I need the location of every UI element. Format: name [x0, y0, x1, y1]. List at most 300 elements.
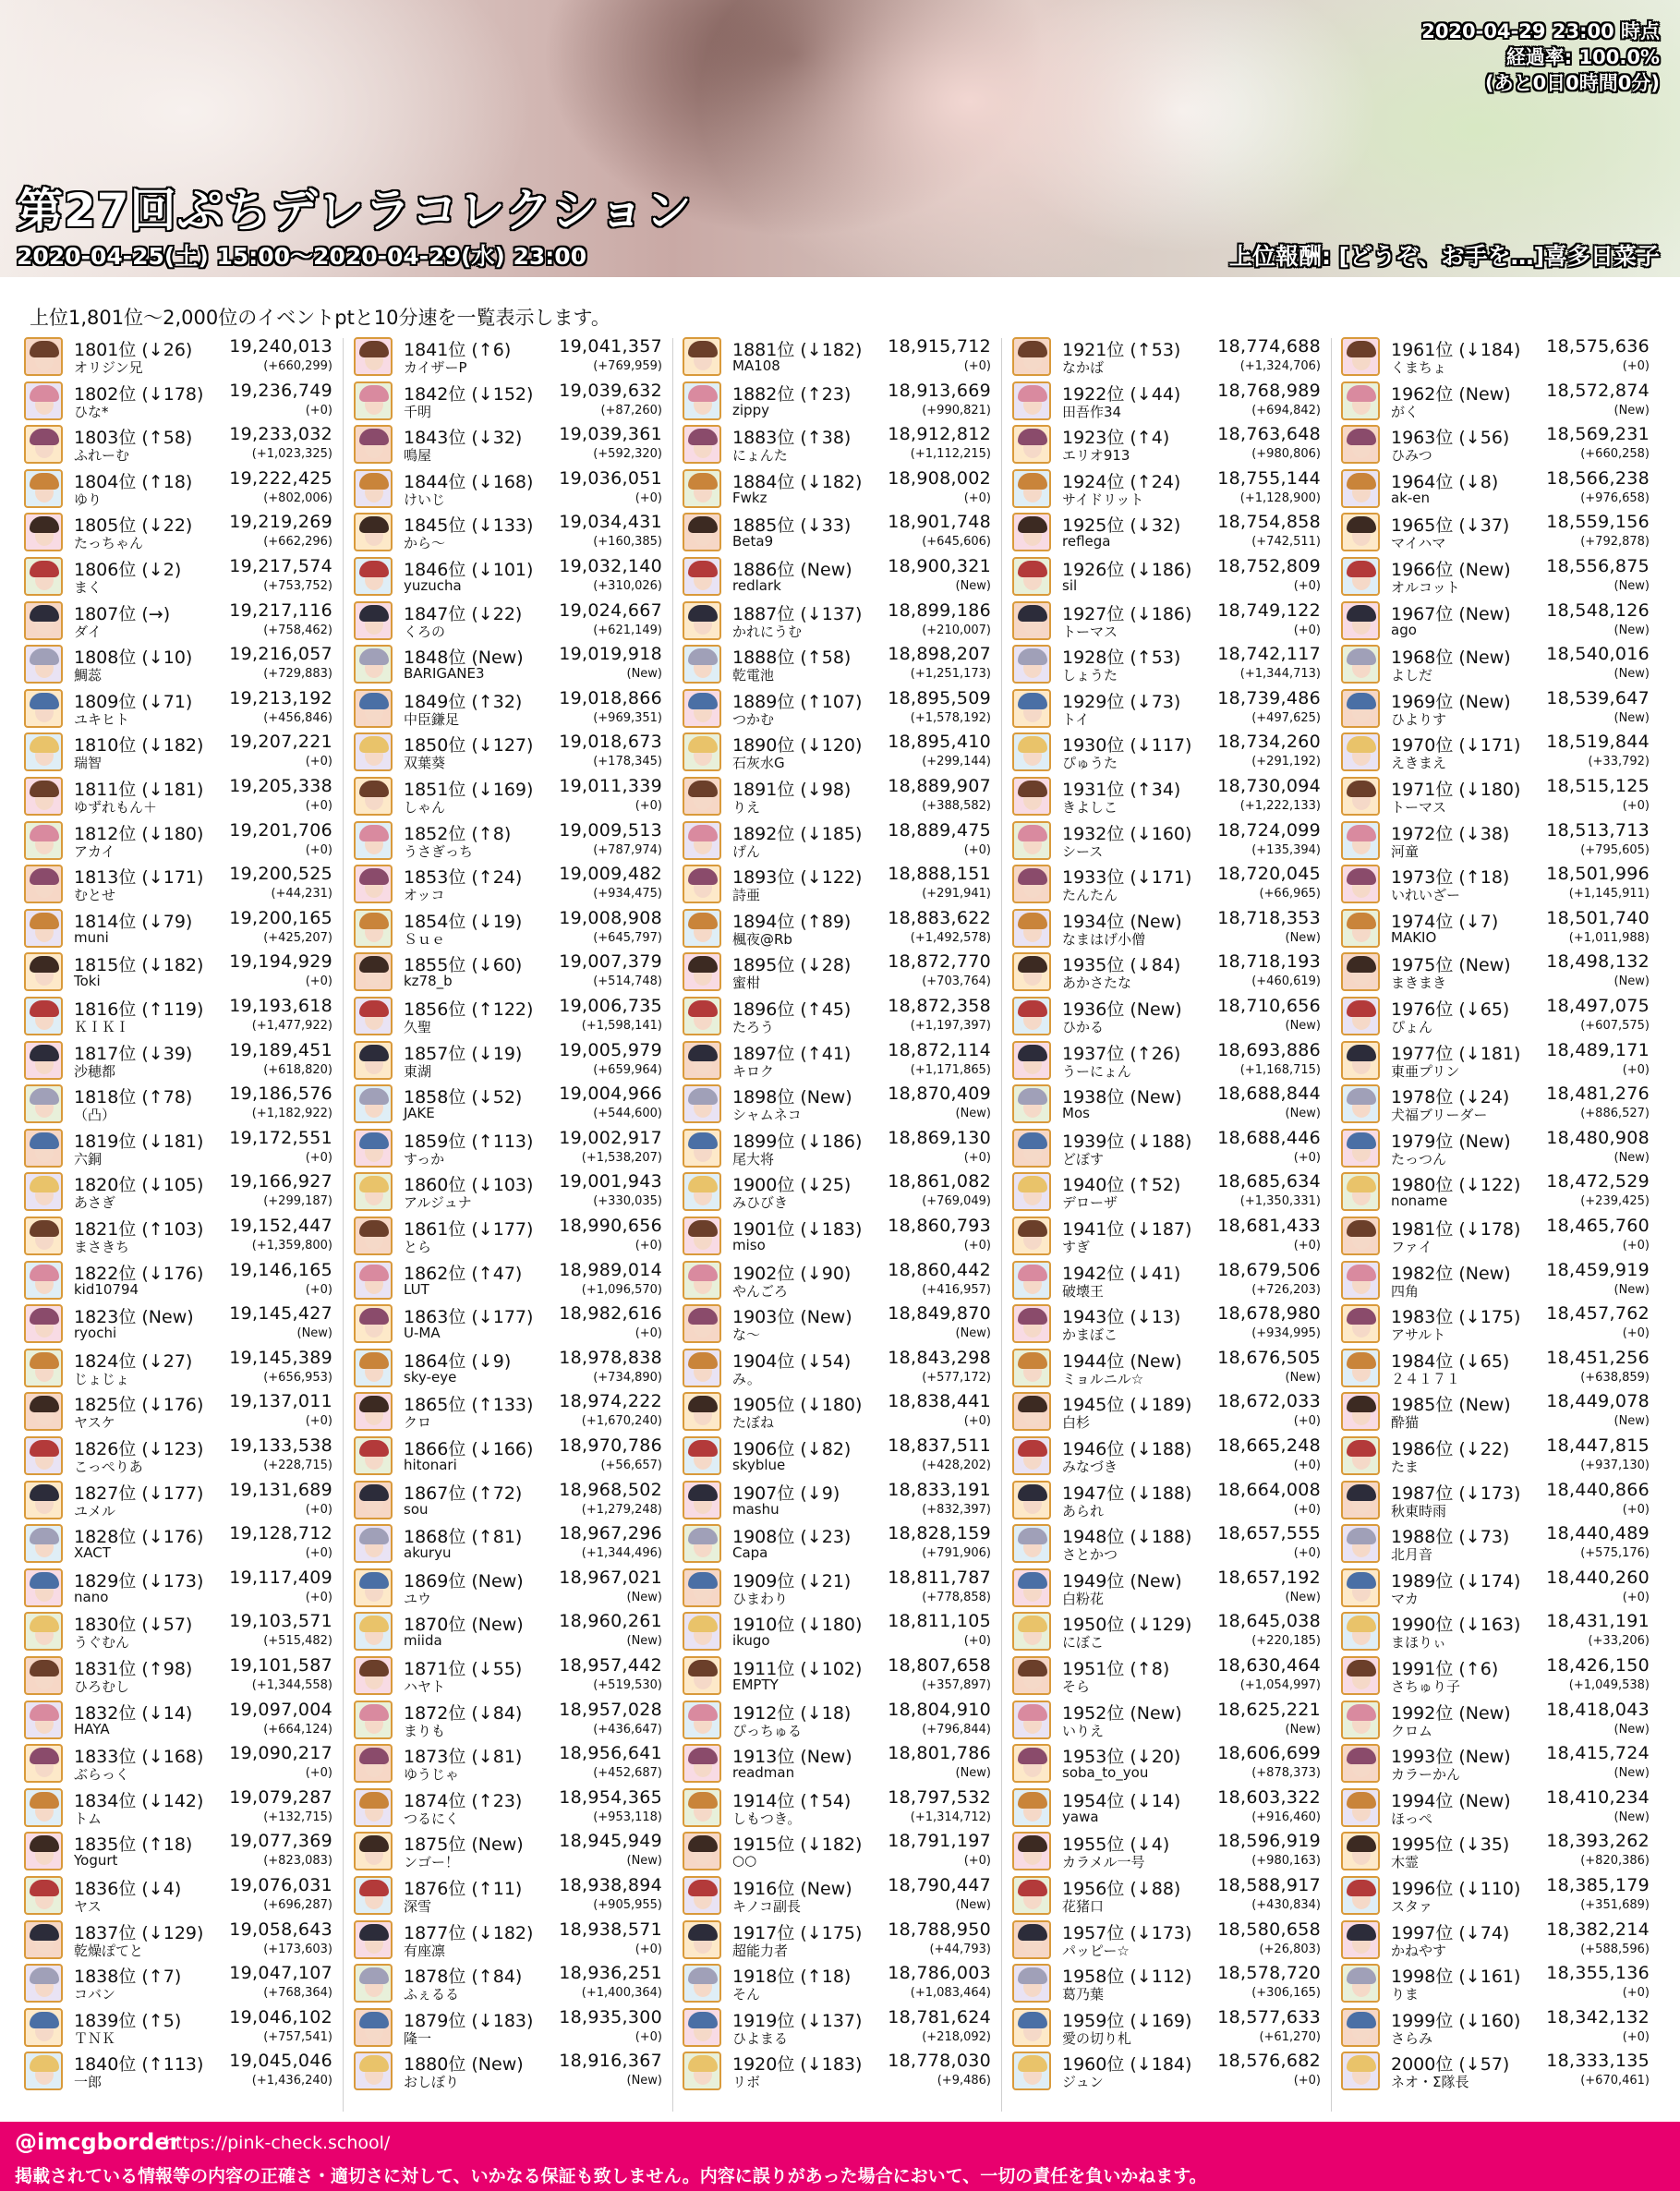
player-name: かまぼこ	[1062, 1326, 1118, 1344]
event-points: 18,501,996	[1546, 864, 1650, 885]
ranking-entry	[1010, 554, 1324, 597]
rank-label: 1910位 (↓180)	[732, 1615, 863, 1636]
avatar-hair	[359, 825, 389, 841]
ranking-entry	[681, 950, 995, 992]
ten-minute-speed: (+0)	[305, 842, 332, 857]
event-points: 19,032,140	[559, 556, 662, 576]
ranking-entry	[1010, 1082, 1324, 1124]
player-name: アルジュナ	[404, 1194, 472, 1212]
avatar-hair	[359, 1088, 389, 1105]
rank-label: 1890位 (↓120)	[732, 735, 863, 757]
rank-label: 1879位 (↓183)	[404, 2010, 534, 2031]
player-name: キロク	[732, 1062, 775, 1080]
idol-avatar-icon	[683, 1041, 721, 1080]
event-points: 18,967,021	[559, 1567, 662, 1588]
ranking-entry	[681, 1169, 995, 1212]
ten-minute-speed: (+56,657)	[600, 1459, 662, 1472]
avatar-hair	[1347, 1352, 1376, 1369]
idol-avatar-icon	[354, 732, 393, 771]
event-points: 19,236,749	[229, 380, 332, 401]
avatar-hair	[1018, 1440, 1047, 1457]
ranking-entry	[352, 1082, 666, 1124]
idol-avatar-icon	[24, 1744, 63, 1783]
rank-label: 1954位 (↓14)	[1062, 1790, 1181, 1811]
rank-label: 1894位 (↑89)	[732, 911, 852, 932]
event-points: 18,489,171	[1546, 1039, 1650, 1060]
rank-label: 1915位 (↓182)	[732, 1834, 863, 1856]
ten-minute-speed: (New)	[1614, 710, 1650, 725]
idol-avatar-icon	[24, 1436, 63, 1475]
avatar-hair	[359, 1528, 389, 1544]
ranking-entry	[1010, 1873, 1324, 1916]
event-points: 19,009,513	[559, 819, 662, 841]
ranking-entry	[22, 334, 336, 377]
ten-minute-speed: (+515,482)	[263, 1634, 332, 1649]
avatar-hair	[30, 781, 59, 797]
rank-label: 1989位 (↓174)	[1391, 1570, 1521, 1592]
event-points: 19,217,116	[229, 599, 332, 621]
rank-label: 1968位 (New)	[1391, 648, 1511, 669]
avatar-hair	[688, 1440, 718, 1457]
rank-label: 1905位 (↓180)	[732, 1395, 863, 1416]
avatar-hair	[1018, 1308, 1047, 1325]
idol-avatar-icon	[1012, 821, 1051, 860]
ranking-entry	[352, 2049, 666, 2091]
ten-minute-speed: (+228,715)	[263, 1459, 332, 1472]
ranking-entry	[22, 1653, 336, 1696]
rank-label: 1870位 (New)	[404, 1615, 524, 1636]
ranking-entry	[681, 730, 995, 772]
timestamp: 2020-04-29 23:00 時点	[1421, 20, 1660, 42]
ranking-entry	[352, 1301, 666, 1344]
ranking-entry	[1010, 1698, 1324, 1740]
ten-minute-speed: (New)	[296, 1326, 332, 1341]
ranking-entry	[1339, 510, 1653, 552]
event-points: 18,718,193	[1217, 951, 1321, 973]
ranking-entry	[681, 1873, 995, 1916]
idol-avatar-icon	[683, 557, 721, 596]
rank-label: 1924位 (↑24)	[1062, 471, 1181, 492]
idol-avatar-icon	[1341, 952, 1380, 991]
ten-minute-speed: (+757,541)	[263, 2029, 332, 2044]
idol-avatar-icon	[24, 1304, 63, 1343]
rank-label: 1810位 (↓182)	[74, 735, 204, 757]
ten-minute-speed: (+299,187)	[263, 1194, 332, 1209]
rank-label: 1813位 (↓171)	[74, 867, 204, 889]
idol-avatar-icon	[1341, 865, 1380, 903]
ranking-entry	[1339, 950, 1653, 992]
player-name: ぴっちゅる	[732, 1722, 803, 1739]
ten-minute-speed: (+0)	[305, 974, 332, 989]
rank-label: 1959位 (↓169)	[1062, 2010, 1192, 2031]
event-points: 18,811,105	[888, 1611, 991, 1632]
ranking-entry	[1339, 1741, 1653, 1784]
twitter-handle-link[interactable]: @imcgborder	[15, 2129, 181, 2155]
ten-minute-speed: (+0)	[305, 1150, 332, 1165]
ranking-entry	[1010, 774, 1324, 817]
ten-minute-speed: (New)	[955, 1326, 991, 1341]
player-name: オルコット	[1391, 579, 1460, 596]
rank-label: 1967位 (New)	[1391, 603, 1511, 624]
player-name: kid10794	[74, 1280, 139, 1298]
ranking-entry	[1339, 1785, 1653, 1828]
player-name: ゆずれもん＋	[74, 799, 158, 816]
event-points: 18,465,760	[1546, 1216, 1650, 1236]
event-points: 18,724,099	[1217, 819, 1321, 841]
idol-avatar-icon	[24, 1041, 63, 1080]
avatar-hair	[30, 1572, 59, 1589]
event-points: 18,588,917	[1217, 1875, 1321, 1895]
player-name: みひびき	[732, 1194, 789, 1212]
idol-avatar-icon	[1341, 1217, 1380, 1255]
ranking-column	[1339, 334, 1653, 2117]
idol-avatar-icon	[354, 997, 393, 1035]
rank-label: 1885位 (↓33)	[732, 515, 852, 537]
player-name: カラーかん	[1391, 1766, 1461, 1784]
avatar-hair	[30, 913, 59, 929]
ranking-entry	[1339, 1609, 1653, 1652]
avatar-hair	[1018, 1924, 1047, 1941]
avatar-hair	[359, 1045, 389, 1061]
avatar-hair	[359, 516, 389, 533]
player-name: 双葉葵	[404, 755, 446, 772]
player-name: たっちゃん	[74, 535, 144, 552]
idol-avatar-icon	[354, 1788, 393, 1827]
rank-label: 1974位 (↓7)	[1391, 911, 1499, 932]
avatar-hair	[359, 1352, 389, 1369]
idol-avatar-icon	[683, 425, 721, 464]
ten-minute-speed: (New)	[1285, 930, 1321, 945]
rank-label: 1903位 (New)	[732, 1307, 852, 1328]
ten-minute-speed: (New)	[626, 2074, 662, 2088]
avatar-hair	[30, 736, 59, 753]
event-points: 19,011,339	[559, 776, 662, 796]
idol-avatar-icon	[1341, 2008, 1380, 2047]
avatar-hair	[1347, 693, 1376, 709]
player-name: nano	[74, 1588, 109, 1605]
player-name: クロ	[404, 1414, 432, 1432]
player-name: トーマス	[1391, 799, 1447, 816]
idol-avatar-icon	[1012, 1129, 1051, 1168]
idol-avatar-icon	[354, 1349, 393, 1387]
event-points: 18,788,950	[888, 1919, 991, 1940]
rank-label: 1824位 (↓27)	[74, 1350, 193, 1372]
rank-label: 1801位 (↓26)	[74, 340, 193, 360]
avatar-hair	[1018, 1176, 1047, 1192]
ranking-entry	[352, 466, 666, 509]
event-points: 18,828,159	[888, 1523, 991, 1544]
event-points: 19,001,943	[559, 1171, 662, 1192]
status-block	[1421, 18, 1660, 96]
ten-minute-speed: (+218,092)	[922, 2029, 991, 2044]
rank-label: 1947位 (↓188)	[1062, 1483, 1192, 1504]
idol-avatar-icon	[354, 1524, 393, 1563]
ranking-entry	[681, 1301, 995, 1344]
idol-avatar-icon	[1012, 513, 1051, 551]
ten-minute-speed: (+1,145,911)	[1568, 887, 1650, 902]
player-name: miida	[404, 1632, 442, 1650]
event-points: 19,172,551	[229, 1127, 332, 1148]
idol-avatar-icon	[354, 1612, 393, 1651]
event-points: 19,097,004	[229, 1699, 332, 1720]
event-points: 18,672,033	[1217, 1391, 1321, 1412]
idol-avatar-icon	[1341, 1701, 1380, 1739]
player-name: ago	[1391, 621, 1417, 638]
event-points: 18,938,894	[559, 1875, 662, 1895]
rank-label: 2000位 (↓57)	[1391, 2054, 1510, 2076]
rank-label: 1840位 (↑113)	[74, 2054, 204, 2076]
idol-avatar-icon	[24, 381, 63, 420]
idol-avatar-icon	[1341, 1261, 1380, 1300]
rank-label: 1990位 (↓163)	[1391, 1615, 1521, 1636]
ranking-entry	[22, 862, 336, 904]
rank-label: 1965位 (↓37)	[1391, 515, 1510, 537]
idol-avatar-icon	[1341, 469, 1380, 508]
rank-label: 1958位 (↓112)	[1062, 1967, 1192, 1988]
ranking-entry	[1010, 1038, 1324, 1081]
avatar-hair	[1018, 693, 1047, 709]
event-points: 18,913,669	[888, 380, 991, 401]
rank-label: 1836位 (↓4)	[74, 1879, 182, 1899]
event-points: 18,498,132	[1546, 951, 1650, 973]
player-name: むとせ	[74, 887, 116, 904]
player-name: シャムネコ	[732, 1107, 802, 1124]
column-divider	[1001, 338, 1002, 2112]
ranking-entry	[352, 554, 666, 597]
event-points: 18,860,442	[888, 1259, 991, 1280]
player-name: 有座凛	[404, 1942, 446, 1959]
ranking-entry	[22, 1389, 336, 1432]
ten-minute-speed: (+1,128,900)	[1239, 490, 1321, 505]
ranking-entry	[22, 1609, 336, 1652]
rank-label: 1835位 (↑18)	[74, 1834, 193, 1856]
idol-avatar-icon	[24, 337, 63, 376]
rank-label: 1953位 (↓20)	[1062, 1747, 1181, 1768]
ten-minute-speed: (+0)	[963, 1239, 991, 1253]
idol-avatar-icon	[24, 1524, 63, 1563]
event-points: 19,008,908	[559, 907, 662, 928]
idol-avatar-icon	[683, 1172, 721, 1211]
avatar-hair	[359, 1880, 389, 1896]
avatar-hair	[1018, 913, 1047, 929]
idol-avatar-icon	[354, 1261, 393, 1300]
rank-label: 1834位 (↓142)	[74, 1790, 204, 1811]
ten-minute-speed: (+696,287)	[263, 1898, 332, 1912]
player-name: 酔猫	[1391, 1414, 1420, 1432]
avatar-hair	[1347, 1572, 1376, 1589]
player-name: 沙穂都	[74, 1062, 116, 1080]
event-points: 18,837,511	[888, 1435, 991, 1456]
ranking-entry	[1339, 774, 1653, 817]
idol-avatar-icon	[24, 865, 63, 903]
avatar-hair	[1018, 1265, 1047, 1281]
ranking-entry	[22, 1961, 336, 2003]
rank-label: 1908位 (↓23)	[732, 1527, 852, 1548]
idol-avatar-icon	[683, 1788, 721, 1827]
progress-rate: 経過率: 100.0%	[1505, 46, 1660, 68]
avatar-hair	[359, 781, 389, 797]
idol-avatar-icon	[683, 1129, 721, 1168]
avatar-hair	[30, 473, 59, 490]
event-points: 18,936,251	[559, 1963, 662, 1984]
ten-minute-speed: (+934,475)	[593, 887, 662, 902]
idol-avatar-icon	[24, 821, 63, 860]
idol-avatar-icon	[1341, 513, 1380, 551]
player-name: こっぺりあ	[74, 1459, 143, 1475]
ranking-entry	[1339, 1521, 1653, 1564]
avatar-hair	[1347, 1088, 1376, 1105]
ten-minute-speed: (+976,658)	[1580, 490, 1650, 505]
player-name: そん	[732, 1986, 761, 2003]
ten-minute-speed: (+1,670,240)	[581, 1414, 662, 1429]
event-points: 18,883,622	[888, 907, 991, 928]
disclaimer: 掲載されている情報等の内容の正確さ・適切さに対して、いかなる保証も致しません。内容に誤りがあった場合において、一切の責任を負いかねます。	[15, 2166, 1207, 2186]
ten-minute-speed: (+1,538,207)	[581, 1150, 662, 1165]
event-points: 18,355,136	[1546, 1963, 1650, 1984]
event-points: 18,968,502	[559, 1479, 662, 1500]
player-name: から～	[404, 535, 446, 552]
player-name: くろの	[404, 623, 446, 640]
avatar-hair	[359, 2012, 389, 2028]
avatar-hair	[688, 1265, 718, 1281]
event-points: 18,954,365	[559, 1786, 662, 1808]
rank-label: 1996位 (↓110)	[1391, 1879, 1521, 1899]
idol-avatar-icon	[354, 1129, 393, 1168]
avatar-hair	[688, 341, 718, 357]
event-points: 19,193,618	[229, 996, 332, 1016]
player-name: 木霊	[1391, 1854, 1420, 1871]
ten-minute-speed: (+694,842)	[1251, 403, 1321, 418]
player-name: 愛の切り札	[1062, 2029, 1132, 2047]
player-name: soba_to_you	[1062, 1764, 1149, 1782]
ten-minute-speed: (+621,149)	[593, 623, 662, 637]
rank-label: 1988位 (↓73)	[1391, 1527, 1510, 1548]
ten-minute-speed: (+656,953)	[263, 1370, 332, 1385]
ten-minute-speed: (+1,492,578)	[910, 930, 991, 945]
ranking-entry	[681, 1609, 995, 1652]
idol-avatar-icon	[683, 1744, 721, 1783]
ten-minute-speed: (New)	[626, 667, 662, 682]
ten-minute-speed: (+497,625)	[1251, 710, 1321, 725]
event-points: 19,090,217	[229, 1743, 332, 1764]
ten-minute-speed: (+664,124)	[263, 1722, 332, 1737]
event-points: 19,079,287	[229, 1786, 332, 1808]
rank-label: 1862位 (↑47)	[404, 1263, 523, 1284]
player-name: 花猪口	[1062, 1898, 1105, 1915]
event-points: 18,889,907	[888, 776, 991, 796]
player-name: たっつん	[1391, 1150, 1447, 1168]
avatar-hair	[688, 1484, 718, 1501]
avatar-hair	[30, 1308, 59, 1325]
player-name: ふれーむ	[74, 447, 130, 465]
idol-avatar-icon	[683, 381, 721, 420]
idol-avatar-icon	[354, 381, 393, 420]
ranking-entry	[1339, 379, 1653, 421]
rank-label: 1956位 (↓88)	[1062, 1879, 1181, 1899]
ranking-entry	[1010, 1653, 1324, 1696]
idol-avatar-icon	[1341, 1084, 1380, 1123]
event-points: 18,578,720	[1217, 1963, 1321, 1984]
avatar-hair	[1347, 2012, 1376, 2028]
idol-avatar-icon	[354, 1304, 393, 1343]
rank-label: 1913位 (New)	[732, 1747, 852, 1768]
ten-minute-speed: (+514,748)	[593, 974, 662, 989]
idol-avatar-icon	[354, 1041, 393, 1080]
ranking-entry	[1339, 2005, 1653, 2048]
avatar-hair	[688, 1000, 718, 1017]
ranking-entry	[681, 554, 995, 597]
column-divider	[343, 338, 344, 2112]
ten-minute-speed: (+210,007)	[922, 623, 991, 637]
site-url-link[interactable]: https://pink-check.school/	[164, 2133, 391, 2153]
ranking-entry	[1010, 1478, 1324, 1520]
header-banner	[0, 0, 1680, 277]
event-points: 18,970,786	[559, 1435, 662, 1456]
rank-label: 1815位 (↓182)	[74, 955, 204, 976]
idol-avatar-icon	[354, 1656, 393, 1695]
event-points: 18,957,442	[559, 1655, 662, 1676]
avatar-hair	[1018, 825, 1047, 841]
ranking-entry	[352, 1258, 666, 1301]
ranking-entry	[681, 1478, 995, 1520]
rank-label: 1807位 (→)	[74, 603, 171, 624]
ranking-entry	[1010, 422, 1324, 465]
idol-avatar-icon	[683, 821, 721, 860]
player-name: ふぇるる	[404, 1986, 460, 2003]
player-name: じょじょ	[74, 1370, 130, 1387]
event-points: 18,603,322	[1217, 1786, 1321, 1808]
rank-label: 1857位 (↓19)	[404, 1043, 523, 1064]
event-points: 18,791,197	[888, 1831, 991, 1852]
ranking-entry	[1010, 1258, 1324, 1301]
rank-label: 1828位 (↓176)	[74, 1527, 204, 1548]
ranking-entry	[1010, 510, 1324, 552]
player-name: 深雪	[404, 1898, 432, 1915]
rank-label: 1821位 (↑103)	[74, 1219, 204, 1240]
avatar-hair	[1347, 956, 1376, 973]
idol-avatar-icon	[24, 1788, 63, 1827]
rank-label: 1923位 (↑4)	[1062, 428, 1170, 449]
rank-label: 1878位 (↑84)	[404, 1967, 523, 1988]
avatar-hair	[359, 341, 389, 357]
player-name: readman	[732, 1764, 795, 1782]
ten-minute-speed: (+645,797)	[593, 930, 662, 945]
ten-minute-speed: (+607,575)	[1580, 1019, 1650, 1033]
ranking-entry	[352, 730, 666, 772]
avatar-hair	[30, 1924, 59, 1941]
rank-label: 1861位 (↓177)	[404, 1219, 534, 1240]
ten-minute-speed: (+588,596)	[1580, 1942, 1650, 1956]
player-name: 蜜柑	[732, 974, 761, 992]
ten-minute-speed: (+456,846)	[263, 710, 332, 725]
event-points: 19,133,538	[229, 1435, 332, 1456]
avatar-hair	[30, 1265, 59, 1281]
event-period: 2020-04-25(土) 15:00～2020-04-29(水) 23:00	[17, 243, 587, 270]
event-points: 19,103,571	[229, 1611, 332, 1632]
idol-avatar-icon	[1341, 1744, 1380, 1783]
avatar-hair	[688, 1660, 718, 1677]
rank-label: 1985位 (New)	[1391, 1395, 1511, 1416]
ten-minute-speed: (+66,965)	[1259, 887, 1321, 902]
ten-minute-speed: (+0)	[1622, 1502, 1650, 1517]
ten-minute-speed: (+0)	[305, 755, 332, 769]
rank-label: 1951位 (↑8)	[1062, 1659, 1170, 1679]
avatar-hair	[1347, 648, 1376, 665]
ranking-entry	[22, 642, 336, 684]
event-title: 第27回ぷちデレラコレクション	[17, 184, 693, 237]
event-points: 19,189,451	[229, 1039, 332, 1060]
avatar-hair	[688, 825, 718, 841]
